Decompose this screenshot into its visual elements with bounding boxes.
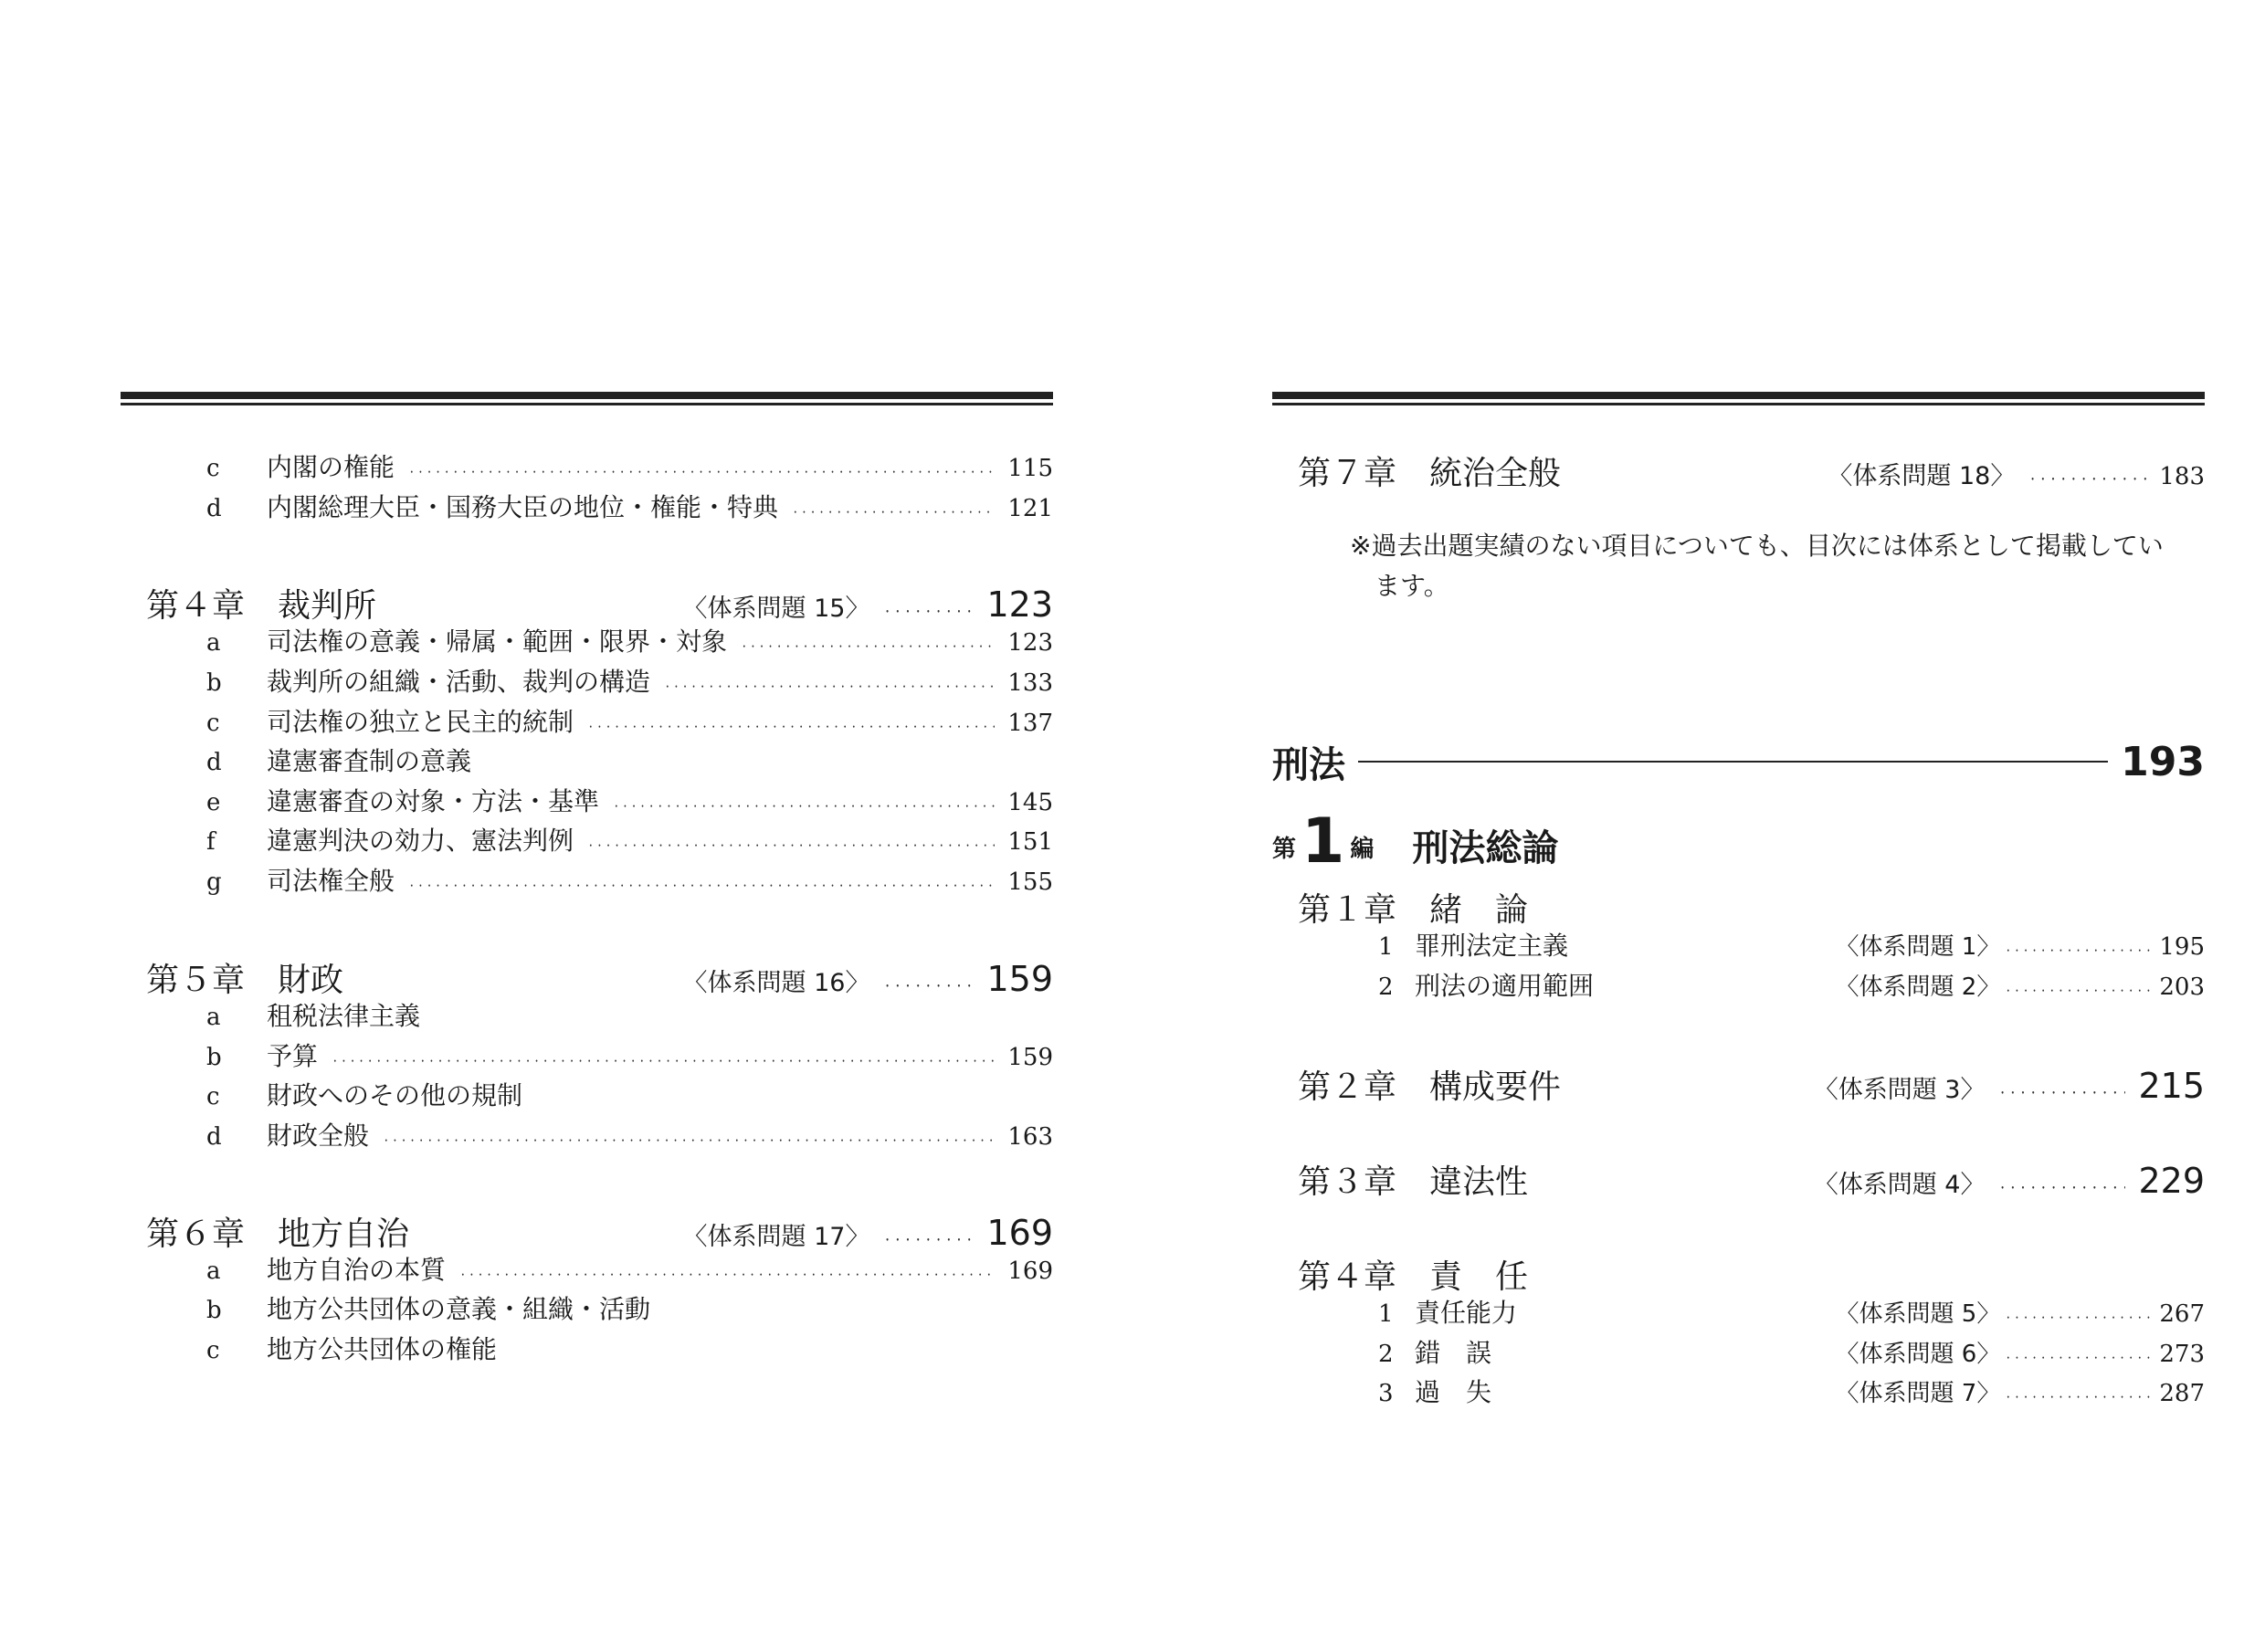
entry-title: 罪刑法定主義: [1415, 931, 1569, 961]
note-line-1: ※過去出題実績のない項目についても、目次には体系として掲載してい: [1350, 531, 2164, 561]
entry-page: 159: [1007, 1044, 1053, 1071]
entry-number: 2: [1378, 973, 1394, 1001]
entry-page: 273: [2159, 1341, 2205, 1368]
toc-entry[interactable]: [121, 996, 1053, 1033]
part-title: 刑法: [1272, 743, 1345, 786]
dot-leader: [882, 962, 974, 999]
chapter-title: 第７章 統治全般: [1298, 455, 1562, 492]
chapter-heading[interactable]: [146, 1208, 1053, 1255]
entry-number: 1: [1378, 1300, 1394, 1328]
entry-letter: g: [206, 868, 222, 896]
chapter-title: 第１章 緒 論: [1298, 891, 1529, 929]
chapter-title: 第４章 裁判所: [146, 587, 377, 625]
entry-page: 267: [2159, 1300, 2205, 1328]
hen-number: 1: [1301, 805, 1345, 878]
toc-entry[interactable]: [121, 1289, 1053, 1326]
entry-title: 責任能力: [1415, 1298, 1518, 1328]
chapter-heading[interactable]: [1298, 1156, 2205, 1203]
entry-letter: a: [206, 629, 221, 657]
chapter-page: 169: [986, 1213, 1053, 1253]
dot-leader: [586, 826, 995, 856]
dot-leader: [882, 587, 974, 625]
toc-entry[interactable]: [121, 488, 1053, 524]
toc-entry[interactable]: [121, 742, 1053, 778]
entry-letter: b: [206, 669, 222, 697]
entry-title: 司法権の意義・帰属・範囲・限界・対象: [267, 626, 728, 657]
toc-entry[interactable]: [1272, 966, 2205, 1003]
chapter-heading[interactable]: [1298, 447, 2205, 494]
taikei-label: 〈体系問題 16〉: [682, 969, 870, 997]
entry-title: 租税法律主義: [267, 1001, 421, 1031]
entry-title: 違憲審査の対象・方法・基準: [267, 786, 600, 816]
dot-leader: [2004, 1338, 2150, 1368]
toc-entry[interactable]: [121, 782, 1053, 818]
entry-page: 169: [1007, 1257, 1053, 1285]
entry-title: 錯 誤: [1415, 1338, 1492, 1368]
entry-title: 裁判所の組織・活動、裁判の構造: [267, 667, 651, 697]
entry-title: 内閣総理大臣・国務大臣の地位・権能・特典: [267, 492, 779, 522]
part-rule: [1358, 761, 2108, 763]
chapter-title: 第４章 責 任: [1298, 1258, 1529, 1296]
entry-letter: f: [206, 828, 216, 856]
chapter-heading[interactable]: [1298, 884, 2205, 931]
chapter-page: 215: [2138, 1066, 2205, 1106]
entry-number: 2: [1378, 1341, 1394, 1368]
dot-leader: [2004, 931, 2150, 961]
taikei-label: 〈体系問題 1〉: [1835, 933, 2001, 961]
entry-number: 1: [1378, 933, 1394, 961]
dot-leader: [331, 1041, 995, 1071]
dot-leader: [382, 1121, 995, 1151]
taikei-label: 〈体系問題 6〉: [1835, 1341, 2001, 1368]
toc-entry[interactable]: [121, 447, 1053, 484]
dot-leader: [2004, 971, 2150, 1001]
toc-entry[interactable]: [1272, 1373, 2205, 1409]
toc-entry[interactable]: [121, 821, 1053, 858]
part-page: 193: [2121, 738, 2205, 785]
toc-entry[interactable]: [121, 1116, 1053, 1152]
dot-leader: [2028, 455, 2146, 492]
entry-page: 287: [2159, 1380, 2205, 1407]
hen-label: 編: [1350, 836, 1375, 863]
chapter-page: 123: [986, 584, 1053, 625]
entry-title: 地方公共団体の権能: [267, 1334, 498, 1364]
dot-leader: [2004, 1377, 2150, 1407]
toc-entry[interactable]: [121, 861, 1053, 898]
entry-page: 151: [1007, 828, 1053, 856]
toc-entry[interactable]: [121, 1036, 1053, 1073]
entry-title: 地方自治の本質: [267, 1255, 447, 1285]
entry-title: 司法権の独立と民主的統制: [267, 707, 574, 737]
entry-letter: d: [206, 749, 222, 776]
chapter-title: 第２章 構成要件: [1298, 1068, 1562, 1106]
top-rule-right: [1272, 392, 2205, 399]
entry-title: 違憲判決の効力、憲法判例: [267, 826, 574, 856]
taikei-label: 〈体系問題 18〉: [1828, 462, 2016, 490]
entry-title: 刑法の適用範囲: [1415, 971, 1595, 1001]
taikei-label: 〈体系問題 7〉: [1835, 1380, 2001, 1407]
dot-leader: [663, 667, 995, 697]
entry-page: 163: [1007, 1123, 1053, 1151]
hen-title: 刑法総論: [1412, 827, 1559, 869]
entry-letter: a: [206, 1004, 221, 1031]
entry-letter: c: [206, 1083, 220, 1110]
entry-letter: b: [206, 1044, 222, 1071]
taikei-label: 〈体系問題 15〉: [682, 595, 870, 623]
dot-leader: [612, 786, 995, 816]
dot-leader: [407, 452, 995, 482]
dot-leader: [740, 626, 995, 657]
toc-entry[interactable]: [121, 662, 1053, 699]
entry-letter: c: [206, 710, 220, 737]
entry-title: 財政全般: [267, 1121, 370, 1151]
toc-entry[interactable]: [1272, 1333, 2205, 1370]
toc-entry[interactable]: [1272, 926, 2205, 963]
chapter-heading[interactable]: [1298, 1251, 2205, 1298]
entry-letter: c: [206, 455, 220, 482]
toc-entry[interactable]: [1272, 1293, 2205, 1330]
toc-entry[interactable]: [121, 622, 1053, 658]
top-rule-left: [121, 392, 1053, 399]
dot-leader: [458, 1255, 995, 1285]
entry-page: 123: [1007, 629, 1053, 657]
hen-dai: 第: [1272, 836, 1297, 863]
dot-leader: [882, 1215, 974, 1253]
taikei-label: 〈体系問題 3〉: [1813, 1076, 1986, 1104]
entry-letter: b: [206, 1297, 222, 1324]
toc-entry[interactable]: [121, 702, 1053, 739]
dot-leader: [1997, 1163, 2125, 1201]
toc-entry[interactable]: [121, 1076, 1053, 1112]
dot-leader: [407, 866, 995, 896]
chapter-heading[interactable]: [146, 580, 1053, 626]
chapter-page: 183: [2159, 463, 2205, 490]
chapter-page: 159: [986, 959, 1053, 999]
taikei-label: 〈体系問題 2〉: [1835, 973, 2001, 1001]
dot-leader: [586, 707, 995, 737]
entry-title: 過 失: [1415, 1377, 1492, 1407]
entry-letter: e: [206, 789, 221, 816]
entry-title: 内閣の権能: [267, 452, 395, 482]
toc-entry[interactable]: [121, 1330, 1053, 1366]
entry-page: 115: [1007, 455, 1053, 482]
toc-entry[interactable]: [121, 1250, 1053, 1287]
entry-title: 予算: [267, 1041, 319, 1071]
entry-letter: d: [206, 495, 222, 522]
entry-page: 155: [1007, 868, 1053, 896]
entry-title: 違憲審査制の意義: [267, 746, 472, 776]
entry-page: 133: [1007, 669, 1053, 697]
chapter-title: 第５章 財政: [146, 962, 344, 999]
taikei-label: 〈体系問題 5〉: [1835, 1300, 2001, 1328]
entry-title: 地方公共団体の意義・組織・活動: [267, 1294, 651, 1324]
chapter-title: 第６章 地方自治: [146, 1215, 410, 1253]
entry-title: 財政へのその他の規制: [267, 1080, 523, 1110]
entry-page: 195: [2159, 933, 2205, 961]
entry-letter: a: [206, 1257, 221, 1285]
entry-letter: c: [206, 1337, 220, 1364]
hen-heading[interactable]: [1272, 805, 1559, 878]
entry-letter: d: [206, 1123, 222, 1151]
chapter-title: 第３章 違法性: [1298, 1163, 1529, 1201]
dot-leader: [2004, 1298, 2150, 1328]
entry-number: 3: [1378, 1380, 1394, 1407]
chapter-heading[interactable]: [146, 954, 1053, 1001]
chapter-page: 229: [2138, 1161, 2205, 1201]
entry-page: 137: [1007, 710, 1053, 737]
taikei-label: 〈体系問題 17〉: [682, 1223, 870, 1251]
entry-title: 司法権全般: [267, 866, 395, 896]
entry-page: 121: [1007, 495, 1053, 522]
chapter-heading[interactable]: [1298, 1061, 2205, 1108]
dot-leader: [1997, 1068, 2125, 1106]
note-line-2: ます。: [1375, 571, 1449, 601]
taikei-label: 〈体系問題 4〉: [1813, 1171, 1986, 1199]
dot-leader: [791, 492, 995, 522]
entry-page: 145: [1007, 789, 1053, 816]
part-heading[interactable]: [1272, 736, 2205, 787]
entry-page: 203: [2159, 973, 2205, 1001]
